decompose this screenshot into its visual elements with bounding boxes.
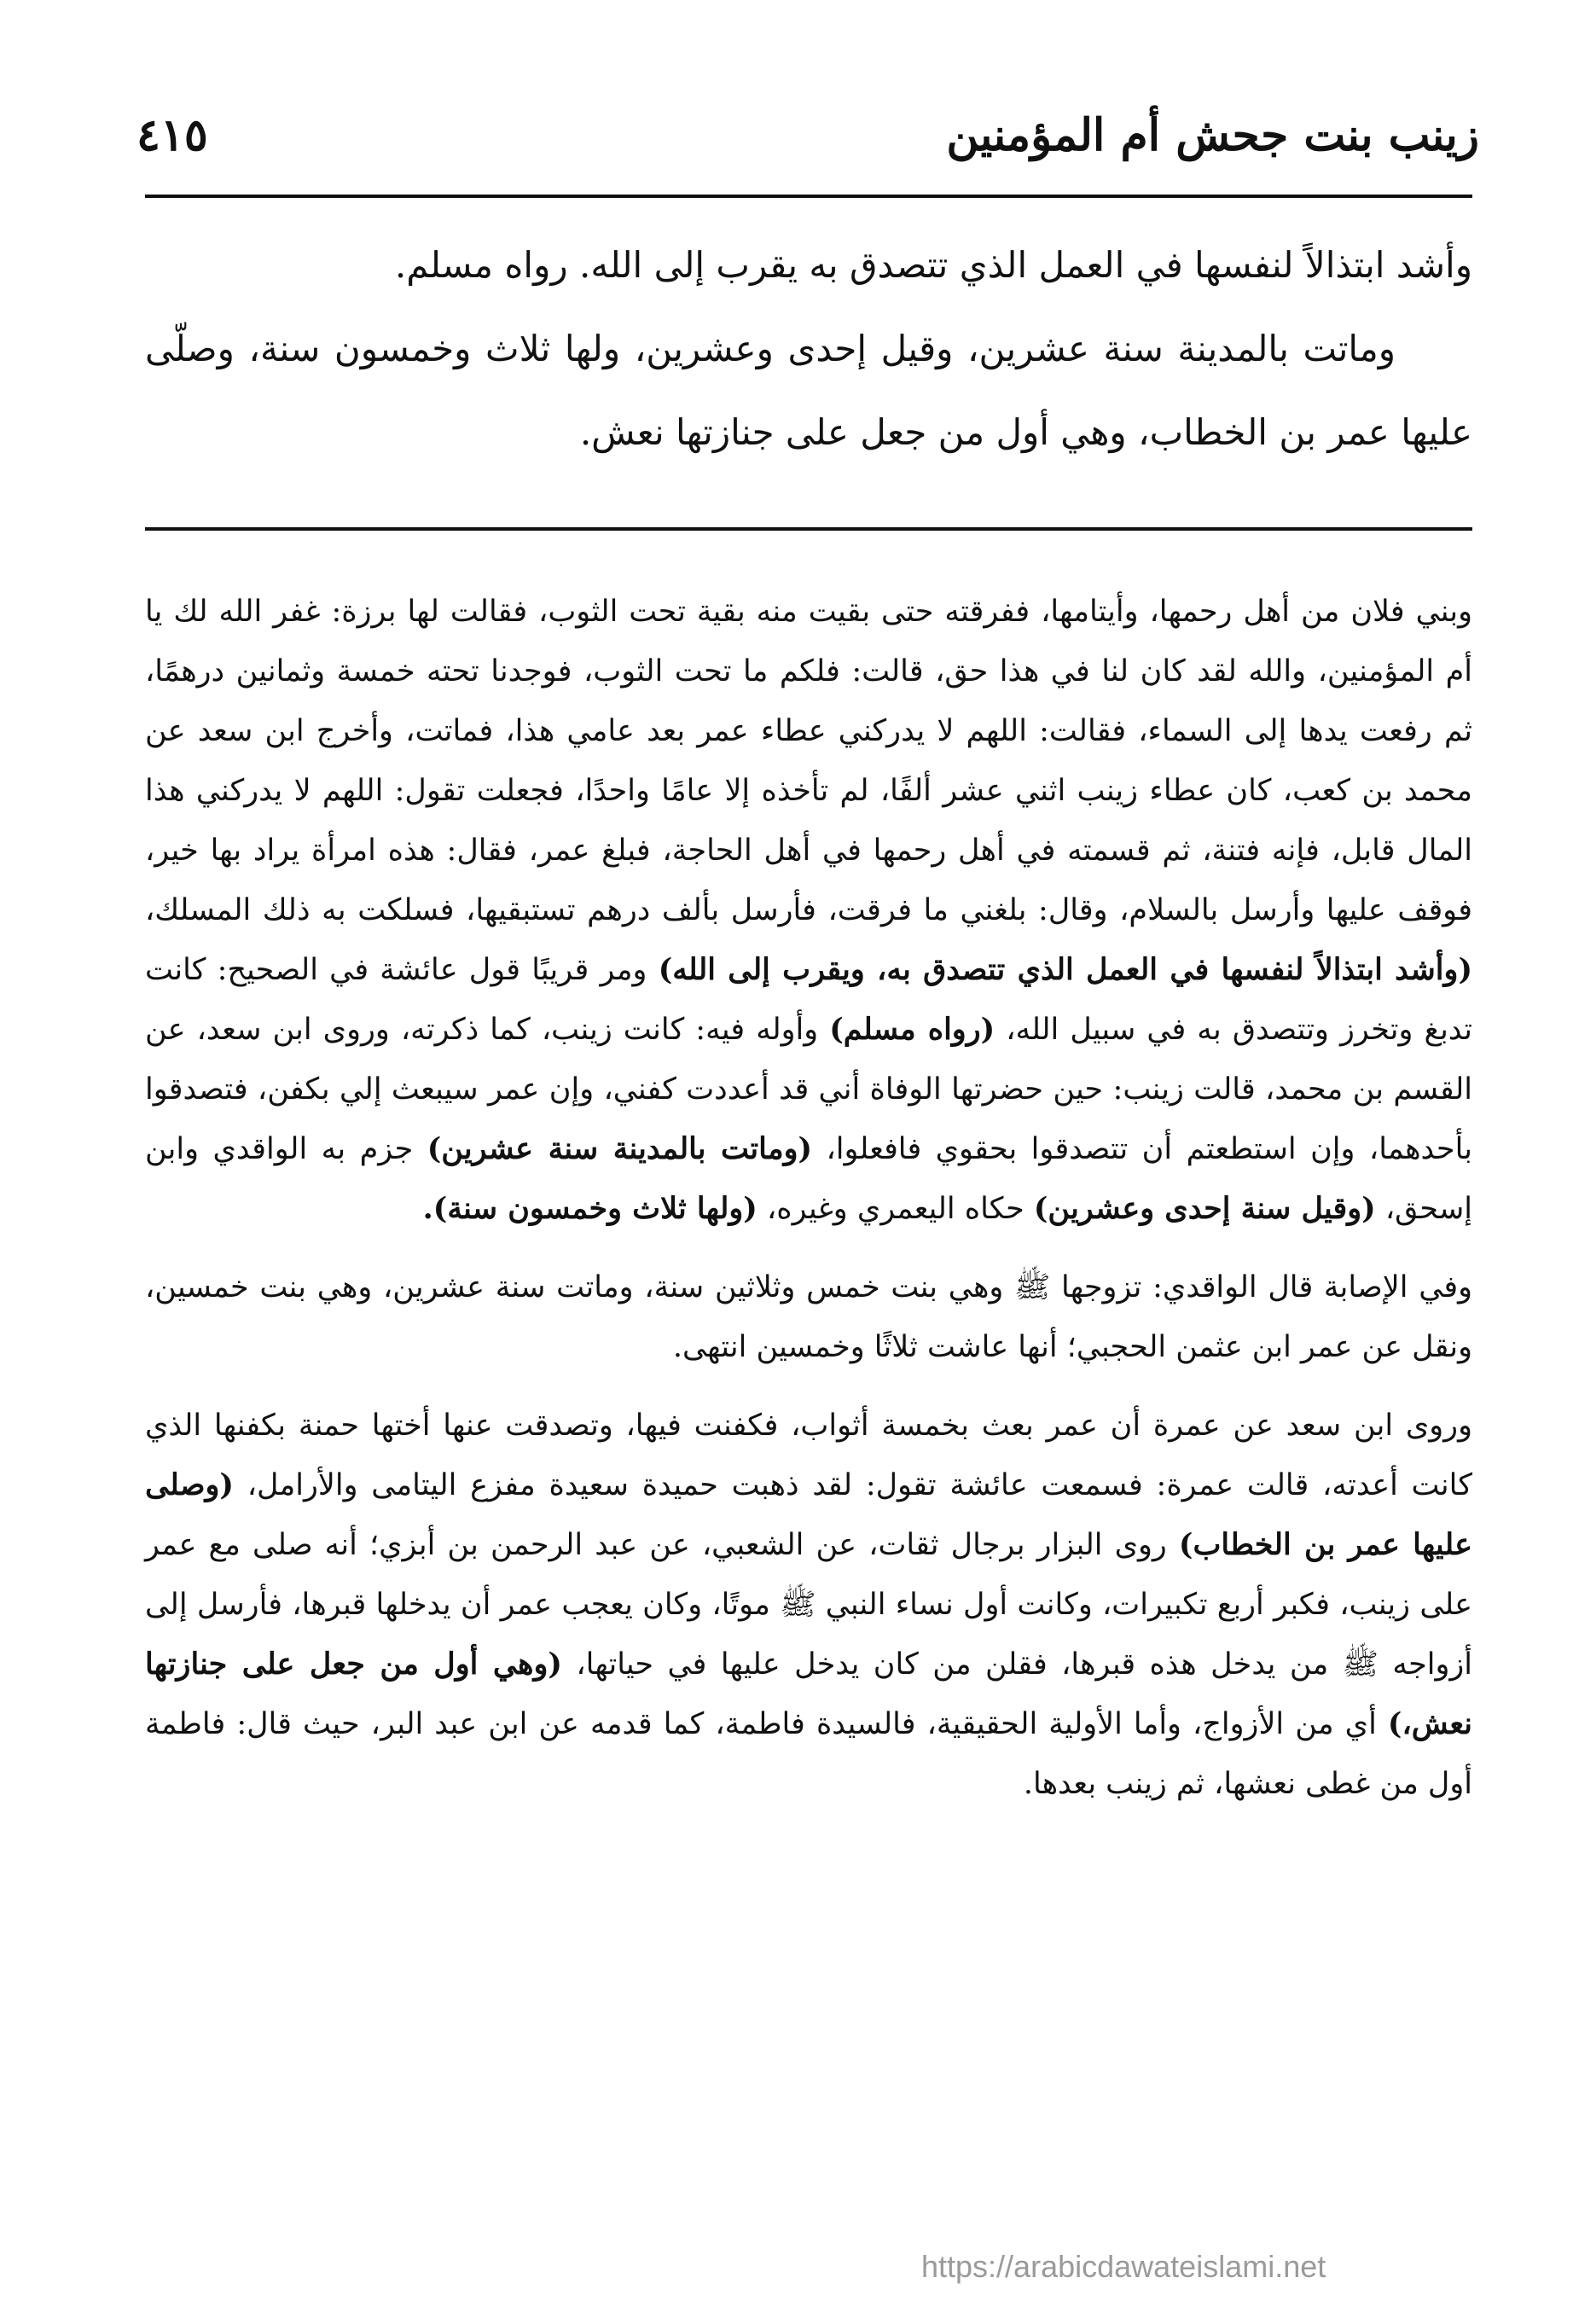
page-number: ٤١٥ [136, 109, 208, 161]
commentary-text [145, 582, 1472, 1833]
quoted-matn: (وماتت بالمدينة سنة عشرين) [427, 1131, 813, 1166]
quoted-matn: (وصلى عليها عمر بن الخطاب) [145, 1467, 1472, 1562]
commentary-text-span: وروى ابن سعد عن عمرة أن عمر بعث بخمسة أثواب، فكفنت فيها، وتصدقت عنها أختها حمنة بكفنها الذي كانت أعدته، قالت عمرة: فسمعت عائشة تقول: لقد ذهبت حميدة سعيدة مفزع اليتامى والأرامل، [145, 1409, 1472, 1502]
commentary-text-span: ومر قريبًا قول عائشة في الصحيح: كانت تدبغ وتخرز وتتصدق به في سبيل الله، [145, 953, 1472, 1047]
commentary-text-span: حكاه اليعمري وغيره، [767, 1192, 1024, 1226]
commentary-paragraph-2: وفي الإصابة قال الواقدي: تزوجها ﷺ وهي بنت خمس وثلاثين سنة، وماتت سنة عشرين، وهي بنت خمسين، ونقل عن عمر ابن عثمن الحجبي؛ أنها عاشت ثلاثًا وخمسين انتهى. [145, 1270, 1472, 1364]
commentary-text-span: جزم به الواقدي وابن إسحق، [145, 1132, 1472, 1226]
commentary-paragraph-1 [145, 582, 1472, 1239]
main-line-1: وأشد ابتذالاً لنفسها في العمل الذي تتصدق به يقرب إلى الله. رواه مسلم. [394, 244, 1472, 286]
commentary-separator [145, 527, 1472, 531]
main-paragraph-2: وماتت بالمدينة سنة عشرين، وقيل إحدى وعشرين، ولها ثلاث وخمسون سنة، وصلّى عليها عمر بن الخطاب، وهي أول من جعل على جنازتها نعش. [145, 328, 1472, 453]
running-title: زينب بنت جحش أم المؤمنين [946, 109, 1479, 161]
quoted-matn: (وأشد ابتذالاً لنفسها في العمل الذي تتصدق به، ويقرب إلى الله) [658, 952, 1472, 987]
commentary-paragraph-3 [145, 1396, 1472, 1814]
quoted-matn: (وهي أول من جعل على جنازتها نعش،) [145, 1647, 1472, 1741]
commentary-text-span: روى البزار برجال ثقات، عن الشعبي، عن عبد الرحمن بن أبزي؛ أنه صلى مع عمر على زينب، فكبر أربع تكبيرات، وكانت أول نساء النبي ﷺ موتًا، وكان يعجب عمر أن يدخلها قبرها، فأرسل إلى أزواجه ﷺ من يدخل هذه قبرها، فقلن من كان يدخل عليها في حياتها، [145, 1528, 1472, 1682]
commentary-text-span: وبني فلان من أهل رحمها، وأيتامها، ففرقته حتى بقيت منه بقية تحت الثوب، فقالت لها برزة: غفر الله لك يا أم المؤمنين، والله لقد كان لنا في هذا حق، قالت: فلكم ما تحت الثوب، فوجدنا تحته خمسة وثمانين درهمًا، ثم رفعت يدها إلى السماء، فقالت: اللهم لا يدركني عطاء عمر بعد عامي هذا، فماتت، وأخرج ابن سعد عن محمد بن كعب، كان عطاء زينب اثني عشر ألفًا، لم تأخذه إلا عامًا واحدًا، فجعلت تقول: اللهم لا يدركني هذا المال قابل، فإنه فتنة، ثم قسمته في أهل رحمها في أهل الحاجة، فبلغ عمر، فقال: هذه امرأة يراد بها خير، فوقف عليها وأرسل بالسلام، وقال: بلغني ما فرقت، فأرسل بألف درهم تستبقيها، فسلكت به ذلك المسلك، [145, 595, 1472, 927]
quoted-matn: (رواه مسلم) [829, 1012, 995, 1047]
commentary-text-span: وأوله فيه: كانت زينب، كما ذكرته، وروى ابن سعد، عن القسم بن محمد، قالت زينب: حين حضرتها الوفاة أني قد أعددت كفني، وإن عمر سيبعث إلي بكفن، فتصدقوا بأحدهما، وإن استطعتم أن تتصدقوا بحقوي فافعلوا، [145, 1013, 1472, 1166]
quoted-matn: (وقيل سنة إحدى وعشرين) [1033, 1191, 1376, 1226]
main-text [145, 224, 1472, 474]
quoted-matn: (ولها ثلاث وخمسون سنة). [422, 1191, 757, 1226]
header-rule [145, 195, 1472, 198]
watermark-url: https://arabicdawateislami.net [921, 2249, 1326, 2284]
commentary-text-span: أي من الأزواج، وأما الأولية الحقيقية، فالسيدة فاطمة، كما قدمه عن ابن عبد البر، حيث قال: فاطمة أول من غطى نعشها، ثم زينب بعدها. [145, 1707, 1472, 1801]
page-header [128, 101, 1479, 177]
